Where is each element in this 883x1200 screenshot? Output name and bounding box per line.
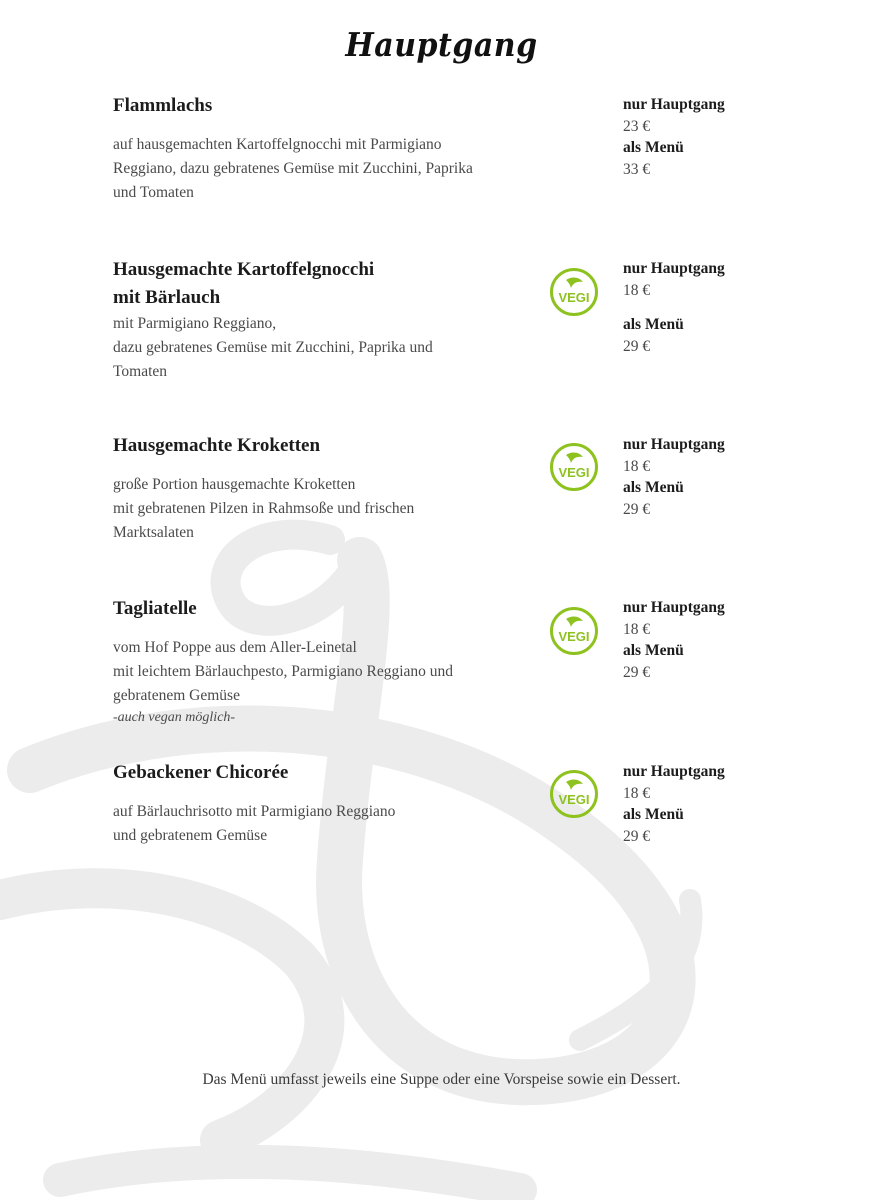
main-course-label: nur Hauptgang: [623, 599, 725, 616]
dish-prices: [623, 761, 823, 847]
dish-item: [113, 595, 533, 728]
dish-name: Hausgemachte Kartoffelgnocchi: [113, 259, 375, 280]
main-course-label: nur Hauptgang: [623, 436, 725, 453]
dish-description-line: vom Hof Poppe aus dem Aller-Leinetal: [113, 639, 357, 656]
menu-price: 33 €: [623, 160, 651, 178]
vegi-icon: [549, 606, 599, 656]
dish-name: Tagliatelle: [113, 598, 197, 619]
dish-prices: [623, 258, 823, 357]
main-course-price: 23 €: [623, 117, 651, 135]
dish-description-line: gebratenem Gemüse: [113, 687, 240, 704]
dish-name: Hausgemachte Kroketten: [113, 435, 321, 456]
dish-prices: [623, 597, 823, 683]
vegi-badge-text: VEGI: [558, 465, 590, 480]
dish-description-line: große Portion hausgemachte Kroketten: [113, 476, 356, 493]
menu-label: als Menü: [623, 139, 684, 156]
dish-description-line: mit gebratenen Pilzen in Rahmsoße und frischen: [113, 500, 415, 517]
vegi-icon: [549, 442, 599, 492]
menu-price: 29 €: [623, 827, 651, 845]
menu-footer-note: Das Menü umfasst jeweils eine Suppe oder eine Vorspeise sowie ein Dessert.: [202, 1071, 681, 1088]
dish-description-line: mit Parmigiano Reggiano,: [113, 315, 277, 332]
menu-label: als Menü: [623, 316, 684, 333]
dish-description-line: Tomaten: [113, 363, 168, 380]
main-course-label: nur Hauptgang: [623, 96, 725, 113]
menu-price: 29 €: [623, 500, 651, 518]
vegi-icon: [549, 769, 599, 819]
main-course-price: 18 €: [623, 281, 651, 299]
dish-description-line: dazu gebratenes Gemüse mit Zucchini, Paprika und: [113, 339, 433, 356]
dish-name: Gebackener Chicorée: [113, 762, 289, 783]
dish-description-line: und Tomaten: [113, 184, 194, 201]
dish-description-line: auf Bärlauchrisotto mit Parmigiano Reggiano: [113, 803, 396, 820]
dish-description-line: Marktsalaten: [113, 524, 194, 541]
dish-prices: [623, 94, 823, 180]
vegi-badge-text: VEGI: [558, 629, 590, 644]
menu-label: als Menü: [623, 806, 684, 823]
main-course-price: 18 €: [623, 784, 651, 802]
dish-vegan-note: -auch vegan möglich-: [113, 710, 236, 725]
main-course-label: nur Hauptgang: [623, 260, 725, 277]
menu-label: als Menü: [623, 642, 684, 659]
dish-prices: [623, 434, 823, 520]
main-course-price: 18 €: [623, 620, 651, 638]
dish-description-line: und gebratenem Gemüse: [113, 827, 268, 844]
dish-item: [113, 256, 533, 384]
dish-item: [113, 92, 533, 205]
vegi-icon: [549, 267, 599, 317]
menu-label: als Menü: [623, 479, 684, 496]
vegi-badge-text: VEGI: [558, 290, 590, 305]
dish-item: [113, 432, 533, 545]
dish-description-line: auf hausgemachten Kartoffelgnocchi mit Parmigiano: [113, 136, 442, 153]
menu-price: 29 €: [623, 337, 651, 355]
main-course-label: nur Hauptgang: [623, 763, 725, 780]
vegi-badge-text: VEGI: [558, 792, 590, 807]
dish-name-line: mit Bärlauch: [113, 287, 221, 308]
dish-description-line: mit leichtem Bärlauchpesto, Parmigiano Reggiano und: [113, 663, 454, 680]
dish-name: Flammlachs: [113, 95, 213, 116]
dish-item: [113, 759, 533, 848]
menu-price: 29 €: [623, 663, 651, 681]
main-course-price: 18 €: [623, 457, 651, 475]
page-title: Hauptgang: [345, 26, 538, 65]
dish-description-line: Reggiano, dazu gebratenes Gemüse mit Zucchini, Paprika: [113, 160, 473, 177]
